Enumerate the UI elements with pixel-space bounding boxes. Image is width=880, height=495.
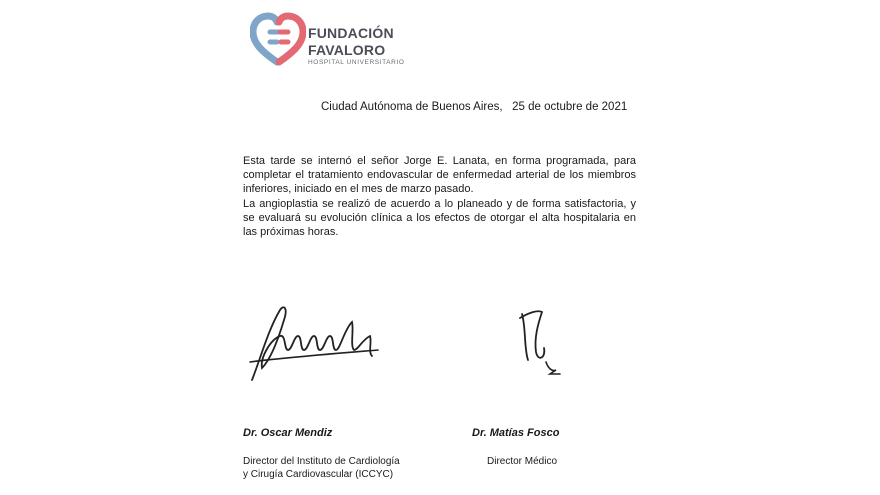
logo-title-line2: FAVALORO	[308, 42, 386, 58]
body-paragraph-2: La angioplastia se realizó de acuerdo a lo planeado y de forma satisfactoria, y se evaluará su evolución clínica a los efectos de otorgar el alta hospitalaria en las próximas horas.	[243, 197, 636, 239]
signatory-name-right: Dr. Matías Fosco	[472, 427, 560, 439]
signature-oscar-mendiz	[240, 300, 390, 390]
logo-title-line1: FUNDACIÓN	[308, 25, 394, 41]
body-paragraph-1: Esta tarde se internó el señor Jorge E. Lanata, en forma programada, para completar el tratamiento endovascular de enfermedad arterial de los miembros inferiores, iniciado en el mes de marzo pasado.	[243, 155, 636, 196]
signatory-name-left: Dr. Oscar Mendiz	[243, 427, 333, 439]
letter-body	[243, 154, 636, 239]
signatory-role-left	[243, 455, 400, 481]
signatory-role-left-line1: Director del Instituto de Cardiología	[243, 456, 400, 467]
signatory-role-right-line1: Director Médico	[487, 456, 558, 467]
logo-subtitle: HOSPITAL UNIVERSITARIO	[308, 59, 405, 66]
signatory-role-right	[487, 455, 557, 468]
dateline: Ciudad Autónoma de Buenos Aires, 25 de octubre de 2021	[321, 101, 628, 113]
signature-matias-fosco	[512, 308, 582, 383]
signatory-role-left-line2: y Cirugía Cardiovascular (ICCYC)	[243, 469, 394, 480]
heart-logo-icon	[250, 12, 306, 68]
fundacion-favaloro-logo	[250, 12, 420, 72]
